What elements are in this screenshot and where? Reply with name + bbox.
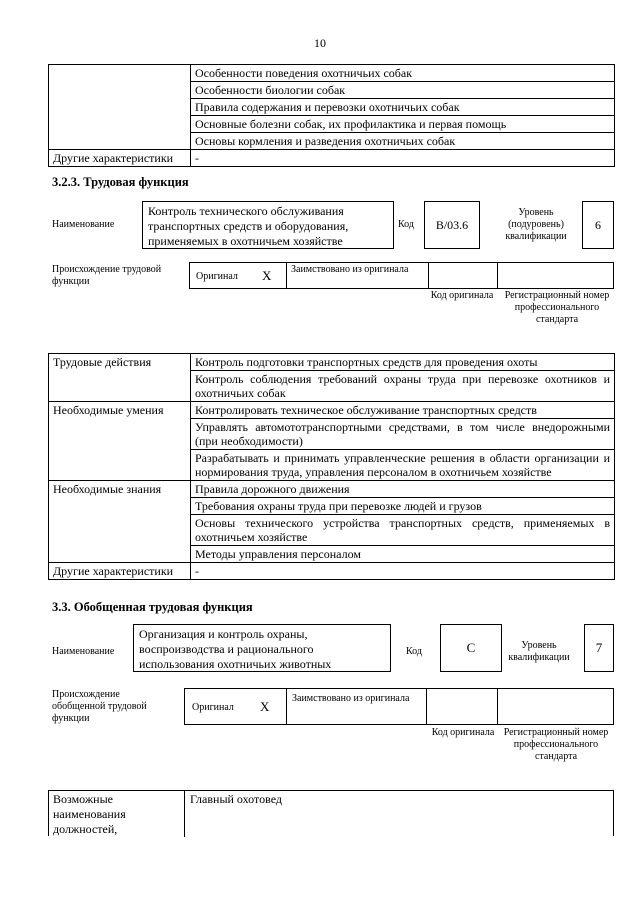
name-label: Наименование [52,219,115,230]
knowledge-item: Основы технического устройства транспортных средств, применяемых в охотничьем хозяйстве [191,515,615,546]
level-label: Уровень (подуровень) квалификации [505,207,567,242]
level-box: 6 [582,201,614,249]
original-label: Оригинал [196,271,238,282]
level-label: Уровень квалификации [508,640,570,663]
positions-value: Главный охотовед [190,792,282,806]
code-label: Код [406,646,422,657]
positions-table [48,790,614,836]
code-label: Код [398,219,414,230]
original-cell [189,262,287,289]
code-original-label: Код оригинала [431,727,495,738]
code-box: С [440,624,502,672]
top-table-row: Правила содержания и перевозки охотничьих собак [191,99,615,116]
other-characteristics-label: Другие характеристики [49,563,191,580]
page-number: 10 [314,36,326,50]
top-table [48,64,615,167]
code-original-cell [428,262,498,289]
name-label: Наименование [52,646,115,657]
top-table-row: Основные болезни собак, их профилактика и первая помощь [191,116,615,133]
code-box: В/03.6 [424,201,480,249]
reg-number-label: Регистрационный номер профессионального стандарта [503,727,609,762]
knowledge-label: Необходимые знания [49,481,191,563]
code-original-cell [426,688,498,725]
original-mark: X [262,268,272,283]
reg-number-label: Регистрационный номер профессионального стандарта [504,290,610,325]
original-label: Оригинал [192,702,234,713]
other-characteristics-label: Другие характеристики [49,150,191,167]
original-cell [184,688,287,725]
function-323-table [48,353,615,580]
section-heading-33: 3.3. Обобщенная трудовая функция [52,600,253,614]
skill-item: Управлять автомототранспортными средствами, в том числе внедорожными (при необходимости) [191,419,615,450]
top-table-label-cell [49,65,191,150]
skill-item: Контролировать техническое обслуживание транспортных средств [191,402,615,419]
reg-number-cell [497,688,614,725]
other-characteristics-value: - [191,150,615,167]
labor-action-item: Контроль подготовки транспортных средств для проведения охоты [191,354,615,371]
origin-label: Происхождение обобщенной трудовой функции [52,689,147,724]
origin-table [184,688,614,725]
borrowed-cell: Заимствовано из оригинала [286,688,427,725]
labor-actions-label: Трудовые действия [49,354,191,402]
original-mark: X [260,699,270,714]
positions-label: Возможные наименования должностей, [49,791,185,837]
origin-label: Происхождение трудовой функции [52,264,162,287]
skill-item: Разрабатывать и принимать управленческие решения в области организации и нормирования труда, управления персоналом в охотничьем хозяйстве [191,450,615,481]
origin-table [189,262,614,289]
borrowed-cell: Заимствовано из оригинала [286,262,429,289]
section-heading-323: 3.2.3. Трудовая функция [52,175,189,189]
skills-label: Необходимые умения [49,402,191,481]
function-name-box: Организация и контроль охраны, воспроизводства и рационального использования охотничьих животных [133,624,391,672]
level-box: 7 [584,624,614,672]
reg-number-cell [497,262,614,289]
knowledge-item: Методы управления персоналом [191,546,615,563]
top-table-row: Основы кормления и разведения охотничьих собак [191,133,615,150]
top-table-row: Особенности биологии собак [191,82,615,99]
function-name-box: Контроль технического обслуживания транспортных средств и оборудования, применяемых в охотничьем хозяйстве [142,201,394,249]
top-table-row: Особенности поведения охотничьих собак [191,65,615,82]
knowledge-item: Правила дорожного движения [191,481,615,498]
code-original-label: Код оригинала [430,290,494,301]
other-characteristics-value: - [191,563,615,580]
knowledge-item: Требования охраны труда при перевозке людей и грузов [191,498,615,515]
labor-action-item: Контроль соблюдения требований охраны труда при перевозке охотников и охотничьих собак [191,371,615,402]
